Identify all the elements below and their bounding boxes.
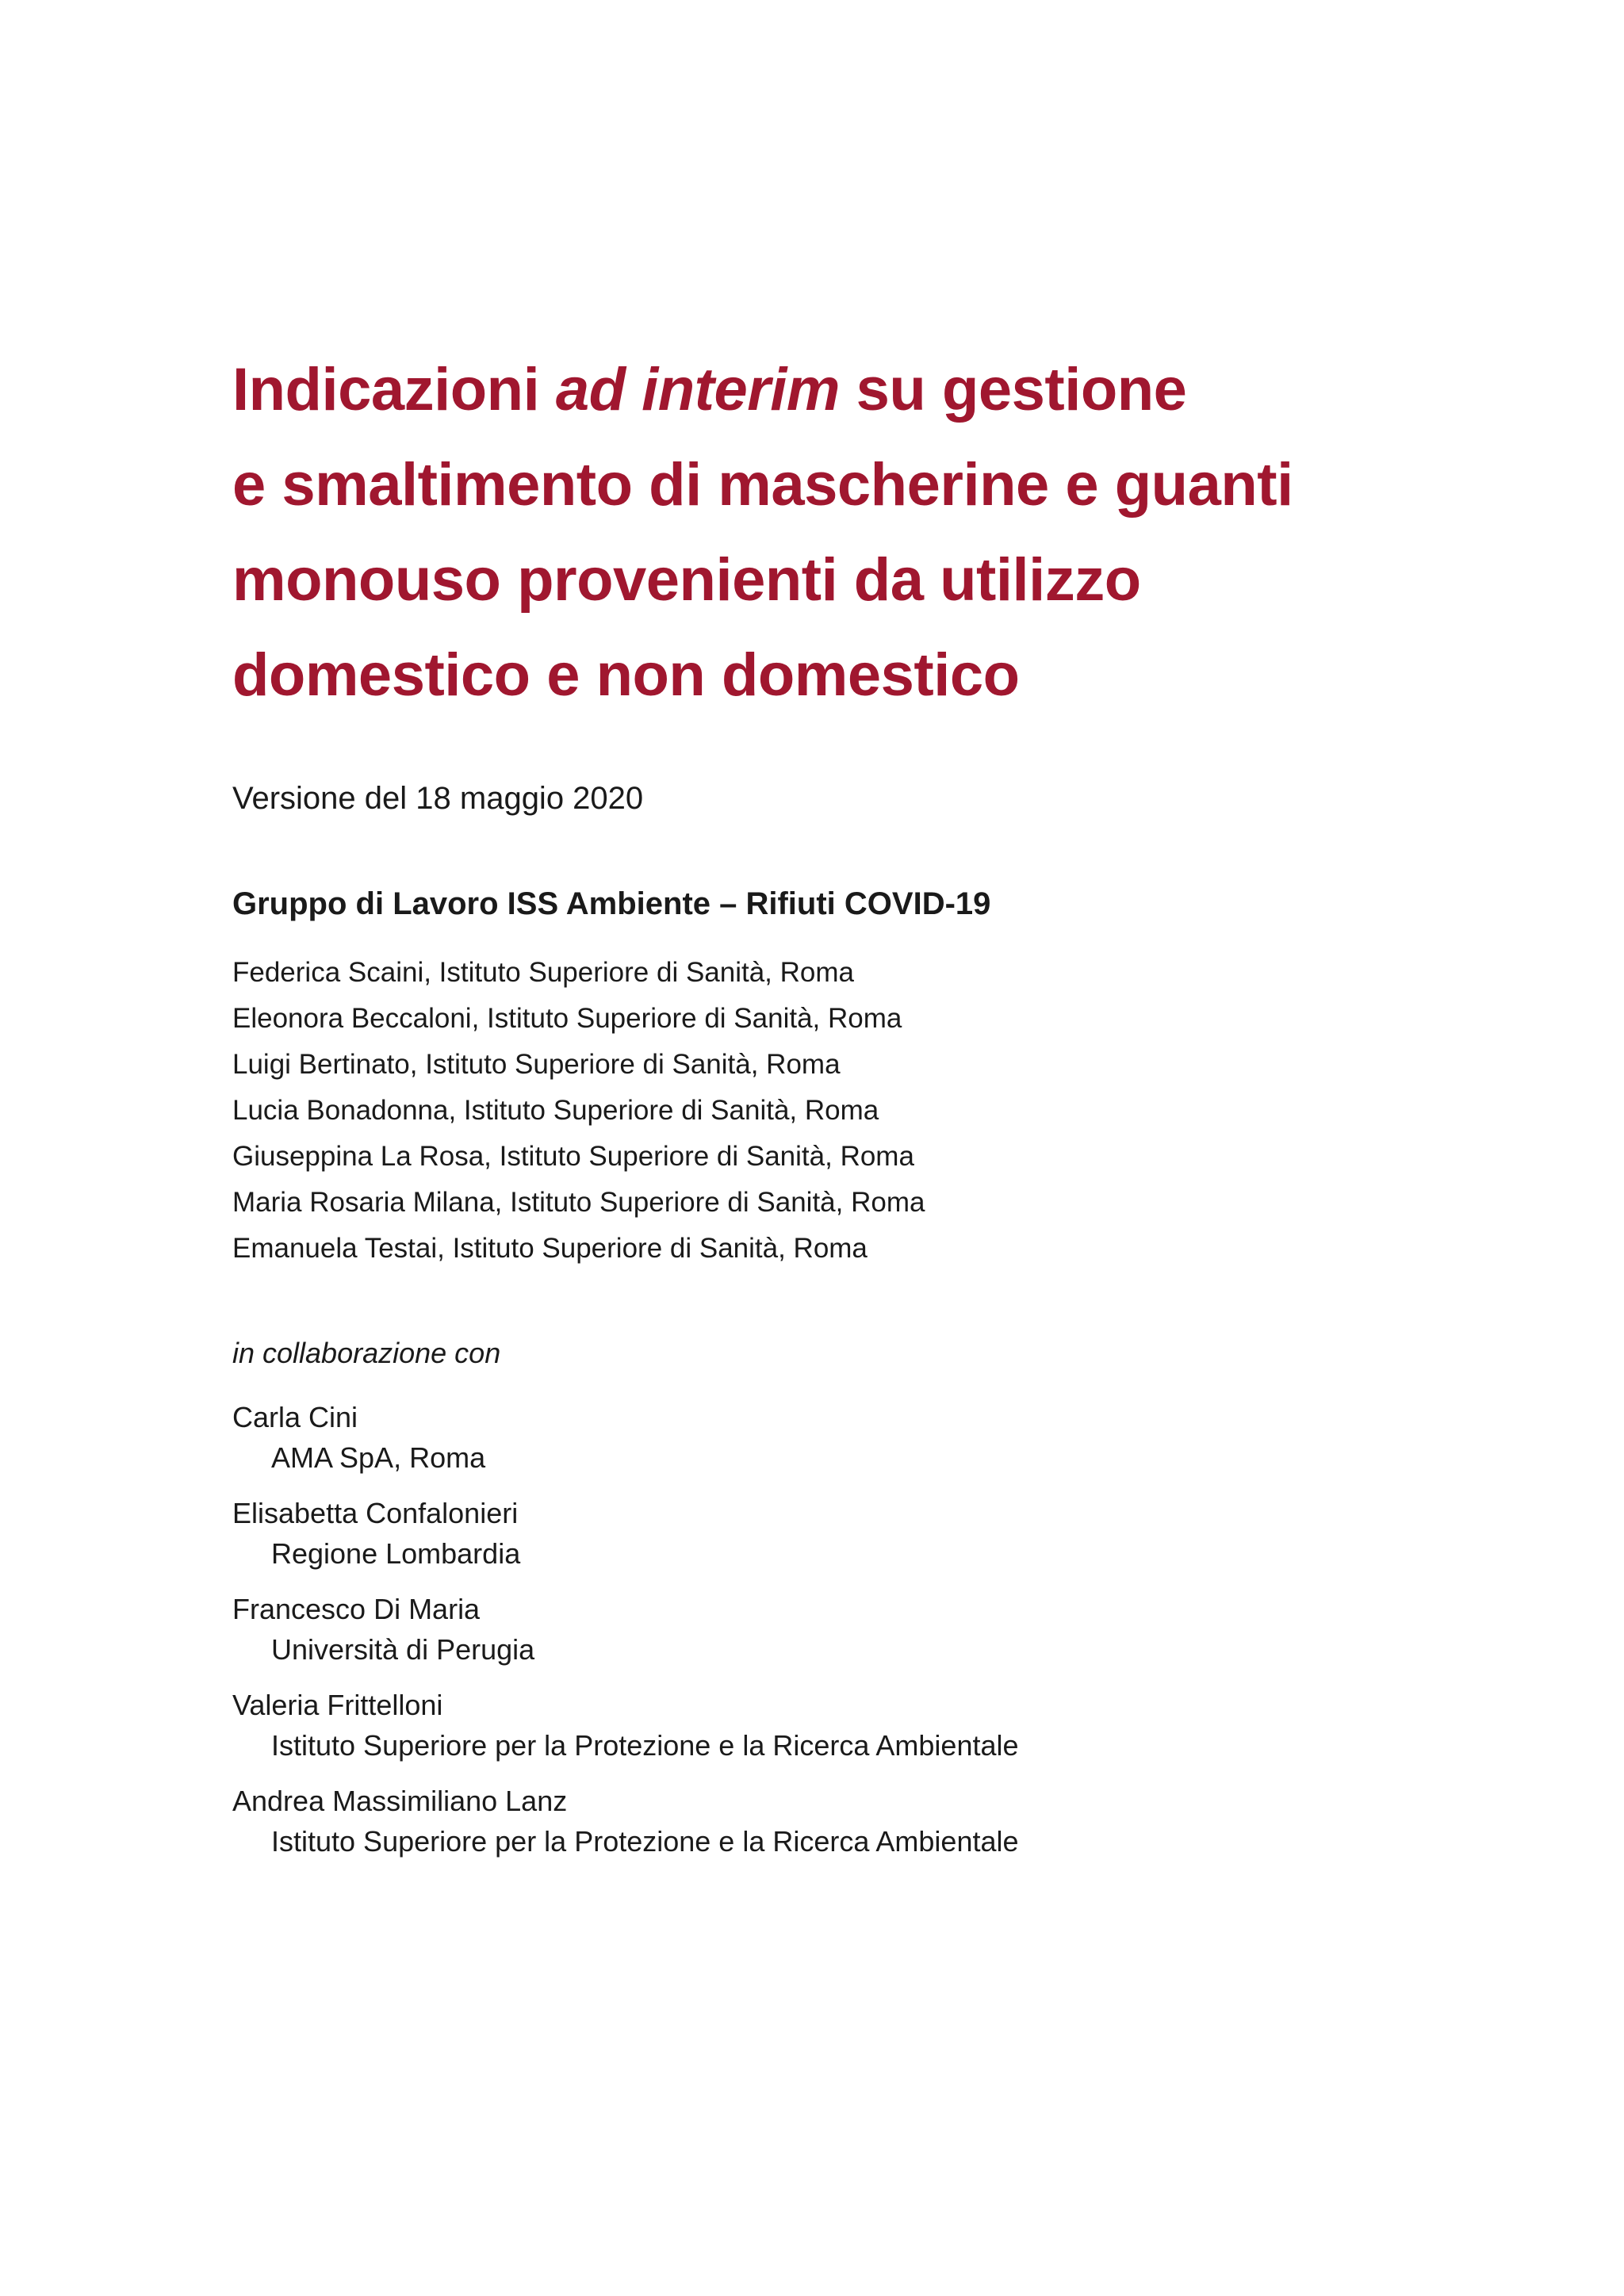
collaborator-affiliation: Università di Perugia [271, 1633, 535, 1666]
title-line-4: domestico e non domestico [232, 641, 1020, 709]
document-title [232, 342, 1501, 723]
title-line-3: monouso provenienti da utilizzo [232, 546, 1141, 614]
title-italic-ad-interim: ad interim [555, 356, 841, 423]
member-item: Giuseppina La Rosa, Istituto Superiore di Sanità, Roma [232, 1141, 914, 1172]
collaborator-name: Francesco Di Maria [232, 1593, 481, 1625]
collaborator-affiliation: Istituto Superiore per la Protezione e la Ricerca Ambientale [271, 1825, 1019, 1858]
collaborator-name: Carla Cini [232, 1401, 358, 1433]
collaborator-name: Elisabetta Confalonieri [232, 1497, 519, 1529]
member-item: Eleonora Beccaloni, Istituto Superiore di Sanità, Roma [232, 1003, 902, 1034]
title-line-1-start: Indicazioni [232, 356, 556, 423]
collaborator-item [232, 1589, 1019, 1670]
working-group-members [232, 950, 925, 1272]
collaborator-affiliation: AMA SpA, Roma [271, 1441, 486, 1474]
member-item: Federica Scaini, Istituto Superiore di Sanità, Roma [232, 957, 854, 988]
member-item: Emanuela Testai, Istituto Superiore di Sanità, Roma [232, 1233, 868, 1264]
collaborator-name: Valeria Frittelloni [232, 1689, 443, 1721]
collaborator-item [232, 1781, 1019, 1862]
collaborator-affiliation: Istituto Superiore per la Protezione e la Ricerca Ambientale [271, 1729, 1019, 1762]
version-date: Versione del 18 maggio 2020 [232, 781, 644, 816]
title-line-1-end: su gestione [840, 356, 1187, 423]
title-line-1 [232, 342, 1501, 438]
collaborators-list [232, 1397, 1019, 1877]
collaborator-item [232, 1685, 1019, 1766]
collaboration-label: in collaborazione con [232, 1337, 501, 1369]
member-item: Lucia Bonadonna, Istituto Superiore di Sanità, Roma [232, 1095, 879, 1126]
collaborator-affiliation: Regione Lombardia [271, 1537, 521, 1570]
member-item: Luigi Bertinato, Istituto Superiore di Sanità, Roma [232, 1049, 841, 1080]
title-line-2: e smaltimento di mascherine e guanti [232, 451, 1293, 519]
collaborator-item [232, 1397, 1019, 1478]
working-group-title: Gruppo di Lavoro ISS Ambiente – Rifiuti COVID-19 [232, 886, 991, 921]
member-item: Maria Rosaria Milana, Istituto Superiore di Sanità, Roma [232, 1187, 925, 1218]
collaborator-item [232, 1493, 1019, 1574]
collaborator-name: Andrea Massimiliano Lanz [232, 1785, 568, 1817]
